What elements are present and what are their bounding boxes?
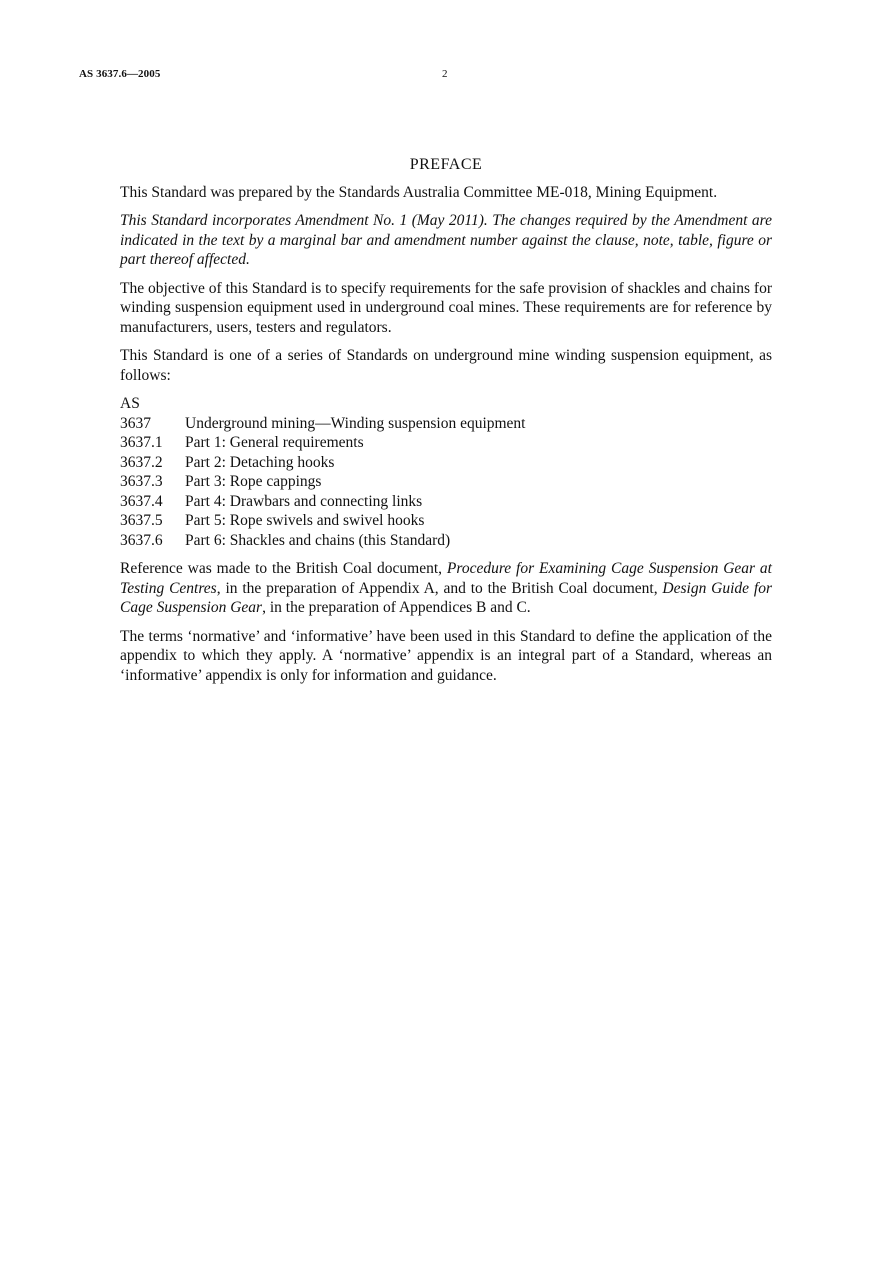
- series-title: Part 2: Detaching hooks: [185, 453, 335, 471]
- series-title: Part 3: Rope cappings: [185, 473, 322, 490]
- series-item: [120, 453, 772, 473]
- series-title: Part 6: Shackles and chains (this Standard): [185, 531, 451, 549]
- reference-title-design-guide: Design Guide for Cage Suspension Gear: [120, 579, 772, 616]
- series-code: 3637.4: [120, 492, 163, 510]
- page-number: 2: [442, 68, 448, 80]
- series-item: [120, 472, 772, 492]
- series-list: [120, 394, 772, 550]
- series-title: Part 5: Rope swivels and swivel hooks: [185, 512, 425, 529]
- preface-title: PREFACE: [409, 156, 483, 173]
- amendment-paragraph: This Standard incorporates Amendment No. 1 (May 2011). The changes required by the Amendment are indicated in the text by a marginal bar and amendment number against the clause, note, table, figure or part thereof affected.: [120, 212, 772, 268]
- series-code: 3637.6: [120, 531, 163, 549]
- series-code: 3637.3: [120, 473, 163, 490]
- series-title: Underground mining—Winding suspension equipment: [185, 414, 526, 432]
- reference-text-2: , in the preparation of Appendix A, and to the British Coal document,: [216, 579, 663, 597]
- series-intro-paragraph: This Standard is one of a series of Standards on underground mine winding suspension equipment, as follows:: [120, 347, 772, 384]
- series-item: [120, 531, 772, 551]
- committee-paragraph: This Standard was prepared by the Standards Australia Committee ME-018, Mining Equipment.: [120, 183, 718, 201]
- series-code: 3637: [120, 414, 151, 432]
- series-item: [120, 414, 772, 434]
- reference-paragraph: [120, 559, 772, 618]
- series-title: Part 1: General requirements: [185, 434, 364, 451]
- series-heading: AS: [120, 395, 140, 412]
- series-item: [120, 433, 772, 453]
- normative-informative-paragraph: The terms ‘normative’ and ‘informative’ have been used in this Standard to define the application of the appendix to which they apply. A ‘normative’ appendix is an integral part of a Standard, whereas an ‘informative’ appendix is only for information and guidance.: [120, 627, 772, 684]
- series-code: 3637.1: [120, 434, 163, 451]
- series-title: Part 4: Drawbars and connecting links: [185, 492, 423, 510]
- series-code: 3637.2: [120, 453, 163, 471]
- objective-paragraph: The objective of this Standard is to specify requirements for the safe provision of shackles and chains for winding suspension equipment used in underground coal mines. These requirements are for reference by manufacturers, users, testers and regulators.: [120, 279, 772, 336]
- series-item: [120, 492, 772, 512]
- reference-text-1: Reference was made to the British Coal document,: [120, 560, 447, 577]
- reference-title-procedure: Procedure for Examining Cage Suspension Gear at Testing Centres: [120, 560, 772, 597]
- reference-text-3: , in the preparation of Appendices B and C.: [262, 599, 531, 616]
- series-item: [120, 511, 772, 531]
- series-code: 3637.5: [120, 512, 163, 529]
- document-id: AS 3637.6—2005: [79, 68, 161, 80]
- preface-section: [120, 155, 772, 694]
